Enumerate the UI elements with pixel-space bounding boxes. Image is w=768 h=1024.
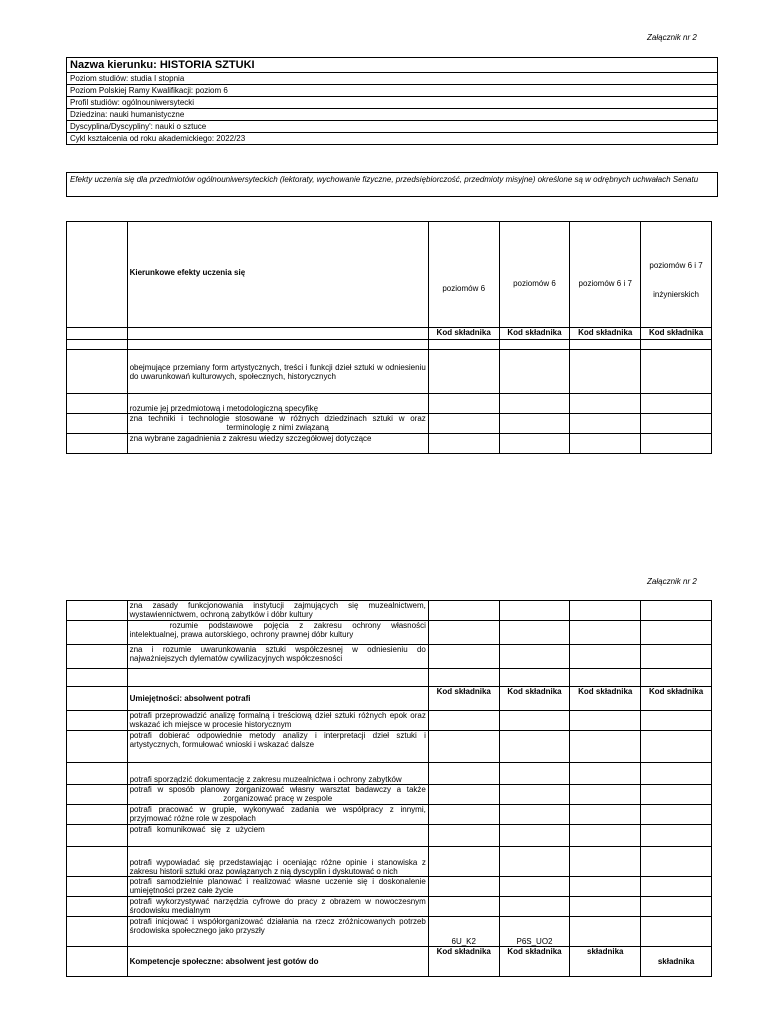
table-row — [67, 711, 712, 731]
kod-header: składnika — [641, 947, 712, 977]
annex-label: Załącznik nr 2 — [647, 33, 697, 42]
knowledge-effect: zna i rozumie uwarunkowania sztuki współczesnej w odniesieniu do najważniejszych dylematów cywilizacyjnych współczesności — [127, 645, 428, 669]
knowledge-effect: rozumie jej przedmiotową i metodologiczną specyfikę — [127, 394, 428, 414]
knowledge-effect: obejmujące przemiany form artystycznych, treści i funkcji dzieł sztuki w odniesieniu do uwarunkowań kulturowych, społecznych, historycznych — [127, 350, 428, 394]
engineering-label: inżynierskich — [653, 289, 699, 299]
level-label-engineering — [641, 222, 712, 328]
kod-header: Kod składnika — [641, 687, 712, 711]
skills-header: Umiejętności: absolwent potrafi — [127, 687, 428, 711]
table-row — [67, 731, 712, 763]
skill-effect: potrafi wypowiadać się przedstawiając i oceniając różne opinie i stanowiska z zakresu historii sztuki oraz powiązanych z nią dyscyplin i dyskutować o nich — [127, 847, 428, 877]
table-row — [67, 414, 712, 434]
table-row — [67, 847, 712, 877]
table-row — [67, 897, 712, 917]
skill-effect: potrafi komunikować się z użyciem — [127, 825, 428, 847]
component-code: 6U_K2 — [428, 917, 499, 947]
kod-header: Kod składnika — [570, 687, 641, 711]
table-row — [67, 877, 712, 897]
info-row: Dyscyplina/Dyscypliny': nauki o sztuce — [67, 121, 718, 133]
effects-table-p2 — [66, 600, 712, 977]
effects-table-p1 — [66, 221, 712, 454]
table-row — [67, 434, 712, 454]
kod-header: Kod składnika — [499, 328, 570, 340]
kod-header: Kod składnika — [499, 947, 570, 977]
kod-header: Kod składnika — [570, 328, 641, 340]
info-row: Poziom Polskiej Ramy Kwalifikacji: poziom 6 — [67, 85, 718, 97]
empty-cell — [67, 328, 128, 340]
level-label: poziomów 6 i 7 — [649, 260, 703, 270]
component-code: P6S_UO2 — [499, 917, 570, 947]
knowledge-effect: zna zasady funkcjonowania instytucji zajmujących się muzealnictwem, wystawiennictwem, ochroną zabytków i dóbr kultury — [127, 601, 428, 621]
knowledge-effect: rozumie podstawowe pojęcia z zakresu ochrony własności intelektualnej, prawa autorskiego, ochrony prawnej dóbr kultury — [127, 621, 428, 645]
level-label: poziomów 6 i 7 — [570, 222, 641, 328]
annex-label: Załącznik nr 2 — [647, 577, 697, 586]
competence-header-row — [67, 947, 712, 977]
info-row: Cykl kształcenia od roku akademickiego: 2022/23 — [67, 133, 718, 145]
skill-effect: potrafi inicjować i współorganizować działania na rzecz zróżnicowanych potrzeb środowiska społecznego jako przyszły — [127, 917, 428, 947]
senate-note: Efekty uczenia się dla przedmiotów ogólnouniwersyteckich (lektoraty, wychowanie fizyczne, przedsiębiorczość, przedmioty misyjne) określone są w odrębnych uchwałach Senatu — [66, 172, 718, 197]
table-row — [67, 601, 712, 621]
program-title: Nazwa kierunku: HISTORIA SZTUKI — [67, 58, 718, 73]
table-row — [67, 917, 712, 947]
knowledge-effect: zna wybrane zagadnienia z zakresu wiedzy szczegółowej dotyczące — [127, 434, 428, 454]
kod-header: Kod składnika — [428, 687, 499, 711]
skill-effect: potrafi samodzielnie planować i realizować własne uczenie się i doskonalenie umiejętności przez całe życie — [127, 877, 428, 897]
info-row: Poziom studiów: studia I stopnia — [67, 73, 718, 85]
skill-effect: potrafi sporządzić dokumentację z zakresu muzealnictwa i ochrony zabytków — [127, 763, 428, 785]
level-label: poziomów 6 — [428, 222, 499, 328]
level-label: poziomów 6 — [499, 222, 570, 328]
program-info-table — [66, 57, 718, 145]
info-row: Dziedzina: nauki humanistyczne — [67, 109, 718, 121]
table-row — [67, 763, 712, 785]
table-row — [67, 805, 712, 825]
skill-effect: potrafi wykorzystywać narzędzia cyfrowe do pracy z obrazem w nowoczesnym środowisku medialnym — [127, 897, 428, 917]
skill-effect: potrafi dobierać odpowiednie metody analizy i interpretacji dzieł sztuki i artystycznych, formułować wnioski i wskazać dalsze — [127, 731, 428, 763]
skill-effect: potrafi w sposób planowy zorganizować własny warsztat badawczy a także zorganizować pracę w zespole — [127, 785, 428, 805]
table-row — [67, 785, 712, 805]
kod-header: składnika — [570, 947, 641, 977]
knowledge-effect: zna techniki i technologie stosowane w różnych dziedzinach sztuki w oraz terminologię z nimi związaną — [127, 414, 428, 434]
table-row — [67, 825, 712, 847]
skills-header-row — [67, 687, 712, 711]
effects-header: Kierunkowe efekty uczenia się — [127, 222, 428, 328]
kod-header: Kod składnika — [499, 687, 570, 711]
kod-header: Kod składnika — [641, 328, 712, 340]
empty-cell — [67, 222, 128, 328]
table-row — [67, 621, 712, 645]
kod-header: Kod składnika — [428, 328, 499, 340]
empty-cell — [127, 328, 428, 340]
table-row — [67, 645, 712, 669]
table-row — [67, 350, 712, 394]
info-row: Profil studiów: ogólnouniwersytecki — [67, 97, 718, 109]
table-row — [67, 394, 712, 414]
kod-header: Kod składnika — [428, 947, 499, 977]
skill-effect: potrafi pracować w grupie, wykonywać zadania we współpracy z innymi, przyjmować różne role w zespołach — [127, 805, 428, 825]
skill-effect: potrafi przeprowadzić analizę formalną i treściową dzieł sztuki różnych epok oraz wskazać ich miejsce w procesie historycznym — [127, 711, 428, 731]
competence-header: Kompetencje społeczne: absolwent jest gotów do — [127, 947, 428, 977]
